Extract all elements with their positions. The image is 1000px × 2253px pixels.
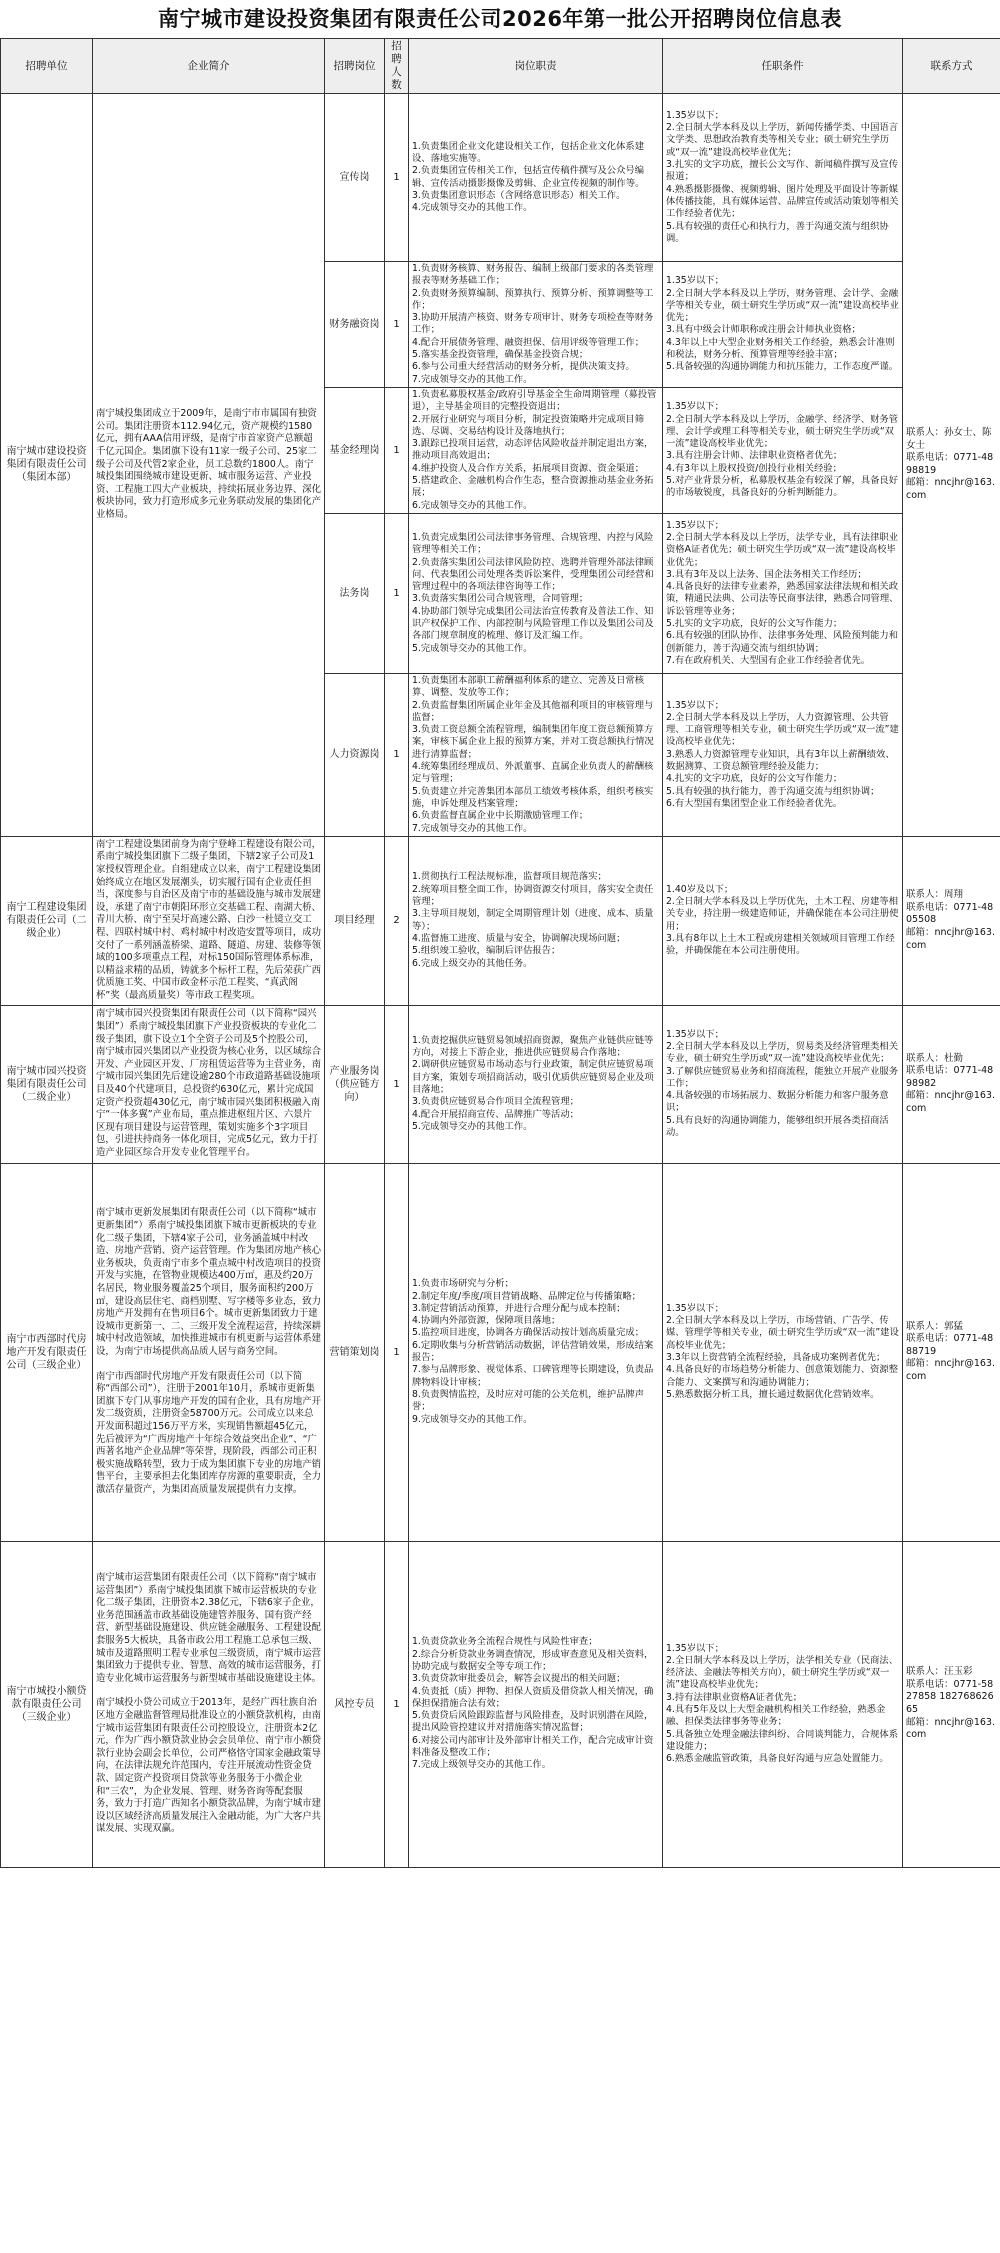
duty-item: 6.对接公司内部审计及外部审计相关工作，配合完成审计资料准备及整改工作； — [412, 1734, 654, 1759]
requirement-item: 1.35岁以下； — [666, 1642, 724, 1654]
contact-info — [903, 1541, 1000, 1867]
table-row — [1, 836, 1000, 1005]
duty-item: 2.制定年度/季度/项目营销战略、品牌定位与传播策略； — [412, 1290, 641, 1302]
duty-item: 3.制定营销活动预算，并进行合理分配与成本控制； — [412, 1302, 626, 1314]
position-count: 1 — [385, 94, 409, 262]
duty-item: 4.监督施工进度、质量与安全，协调解决现场问题； — [412, 932, 626, 944]
duty-item: 7.参与品牌形象、视觉体系、口碑管理等长期建设，负责品牌物料设计审核； — [412, 1364, 654, 1388]
requirement-item: 5.具有较强的责任心和执行力，善于沟通交流与组织协调。 — [666, 220, 889, 244]
duty-item: 5.完成领导交办的其他工作。 — [412, 1120, 533, 1132]
contact-email: 邮箱：nncjhr@163.com — [906, 1090, 995, 1114]
duty-item: 3.负责供应链贸易合作项目全流程管理； — [412, 1096, 579, 1108]
duty-item: 1.负责集团企业文化建设相关工作，包括企业文化体系建设、落地实施等。 — [412, 140, 644, 164]
duty-item: 4.维护投资人及合作方关系，拓展项目资源、资金渠道； — [412, 462, 644, 474]
table-row — [1, 1163, 1000, 1541]
table-row — [1, 94, 1000, 262]
position-duties — [409, 673, 663, 836]
header-duties: 岗位职责 — [409, 39, 663, 94]
requirement-item: 2.全日制大学本科及以上学历，法学专业，具有法律职业资格A证者优先；硕士研究生学历或“双一流”建设高校毕业优先； — [666, 531, 898, 568]
requirement-item: 5.具备独立处理金融法律纠纷、合同谈判能力，合规体系建设能力； — [666, 1728, 898, 1752]
requirement-item: 2.全日制大学本科及以上学历，人力资源管理、公共管理、工商管理等相关专业，硕士研究生学历或“双一流”建设高校毕业优先； — [666, 711, 899, 748]
contact-phone: 联系电话：0771-4888719 — [906, 1333, 994, 1357]
duty-item: 1.负责市场研究与分析； — [412, 1278, 514, 1290]
position-requirements — [663, 1541, 903, 1867]
contact-person: 联系人：周翔 — [906, 889, 964, 901]
contact-phone: 联系电话：0771-4805508 — [906, 901, 994, 926]
requirement-item: 1.35岁以下； — [666, 401, 724, 413]
requirement-item: 5.扎实的文字功底，良好的公文写作能力； — [666, 618, 843, 630]
requirement-item: 2.全日制大学本科及以上学历，法学相关专业（民商法、经济法、金融法等相关方向），硕士研究生学历或“双一流”建设高校毕业优先； — [666, 1654, 898, 1691]
contact-info — [903, 94, 1000, 837]
contact-person: 联系人：郭猛 — [906, 1320, 964, 1332]
contact-person: 联系人：孙女士、陈女士 — [906, 427, 992, 451]
duty-item: 7.完成上级领导交办的其他工作。 — [412, 1759, 552, 1771]
requirement-item: 3.具有8年以上土木工程或房建相关领域项目管理工作经验，并确保能在本公司注册使用。 — [666, 932, 895, 957]
duty-item: 5.搭建政企、金融机构合作生态，整合资源推动基金业务拓展； — [412, 475, 654, 499]
header-intro: 企业简介 — [93, 39, 325, 94]
position-requirements — [663, 513, 903, 673]
table-header-row — [1, 39, 1000, 94]
duty-item: 3.负责贷款审批委员会，解答会议提出的相关问题； — [412, 1673, 626, 1685]
employer-name: 南宁工程建设集团有限责任公司（二级企业） — [1, 836, 93, 1005]
employer-name: 南宁城市建设投资集团有限责任公司（集团本部） — [1, 94, 93, 837]
requirement-item: 6.有大型国有集团型企业工作经验者优先。 — [666, 797, 843, 809]
position-name: 产业服务岗（供应链方向） — [325, 1005, 385, 1163]
duty-item: 4.配合开展债务管理、融资担保、信用评级等管理工作； — [412, 336, 644, 348]
requirement-item: 3.了解供应链贸易业务和招商流程，能独立开展产业服务工作； — [666, 1065, 898, 1089]
requirement-item: 5.具有较强的执行能力，善于沟通交流与组织协调； — [666, 785, 880, 797]
employer-name: 南宁市西部时代房地产开发有限责任公司（三级企业） — [1, 1163, 93, 1541]
duty-item: 1.负责私募股权基金/政府引导基金全生命周期管理（募投管退），主导基金项目的完整投资退出； — [412, 388, 657, 413]
employer-name: 南宁城市园兴投资集团有限责任公司（二级企业） — [1, 1005, 93, 1163]
requirement-item: 6.具有较强的团队协作、法律事务处理、风险预判能力和创新能力，善于沟通交流与组织协调； — [666, 630, 898, 654]
requirement-item: 4.具备较强的市场拓展力、数据分析能力和客户服务意识； — [666, 1090, 889, 1114]
duty-item: 3.负责工资总额全流程管理，编制集团年度工资总额预算方案，审核下属企业上报的预算方案，并对工资总额执行情况进行清算监督； — [412, 724, 654, 760]
requirement-item: 2.全日制大学本科及以上学历，金融学、经济学、财务管理、会计学或理工科等相关专业，硕士研究生学历或“双一流”建设高校毕业优先； — [666, 413, 898, 450]
header-reqs: 任职条件 — [663, 39, 903, 94]
requirement-item: 7.有在政府机关、大型国有企业工作经验者优先。 — [666, 654, 871, 666]
requirement-item: 1.35岁以下； — [666, 1302, 724, 1314]
duty-item: 3.主导项目规划，制定全周期管理计划（进度、成本、质量等）； — [412, 908, 654, 932]
contact-email: 邮箱：nncjhr@163.com — [906, 1716, 995, 1741]
duty-item: 4.协助部门领导完成集团公司法治宣传教育及普法工作、知识产权保护工作、内部控制与风险管理工作以及集团公司及各部门规章制度的梳理、修订及汇编工作。 — [412, 605, 654, 642]
duty-item: 5.组织竣工验收，编制后评估报告； — [412, 945, 561, 957]
position-name: 法务岗 — [325, 513, 385, 673]
requirement-item: 3.持有法律职业资格A证者优先； — [666, 1691, 803, 1703]
position-requirements — [663, 673, 903, 836]
duty-item: 5.负责贷后风险跟踪监督与风险排查，及时识别潜在风险，提出风险管控建议并对措施落实情况监督； — [412, 1710, 654, 1734]
requirement-item: 5.熟悉数据分析工具，擅长通过数据优化营销效率。 — [666, 1388, 880, 1400]
duty-item: 1.负责完成集团公司法律事务管理、合规管理、内控与风险管理等相关工作； — [412, 531, 654, 556]
contact-phone: 联系电话：0771-4898982 — [906, 1065, 994, 1089]
position-name: 基金经理岗 — [325, 387, 385, 513]
position-duties — [409, 836, 663, 1005]
header-post: 招聘岗位 — [325, 39, 385, 94]
duty-item: 2.负责监督集团所属企业年金及其他福利项目的审核管理与监督； — [412, 699, 654, 723]
contact-info — [903, 1005, 1000, 1163]
requirement-item: 1.35岁以下； — [666, 699, 724, 711]
requirement-item: 4.熟悉摄影摄像、视频剪辑、图片处理及平面设计等新媒体传播技能，具有媒体运营、品牌宣传或活动策划等相关工作经验者优先； — [666, 183, 899, 220]
requirement-item: 5.对产业背景分析，私募股权基金有较深了解，具备良好的市场敏锐度，具备良好的分析判断能力。 — [666, 475, 898, 499]
duty-item: 3.负责集团意识形态（含网络意识形态）相关工作。 — [412, 189, 626, 201]
requirement-item: 3.扎实的文字功底，擅长公文写作、新闻稿件撰写及宣传报道； — [666, 159, 898, 183]
position-count: 1 — [385, 1163, 409, 1541]
requirement-item: 3.具有中级会计师职称或注册会计师执业资格； — [666, 324, 861, 336]
position-duties — [409, 387, 663, 513]
duty-item: 2.统筹项目整全面工作，协调资源交付项目，落实安全责任管理； — [412, 883, 654, 908]
position-requirements — [663, 262, 903, 388]
table-body — [1, 94, 1000, 1868]
duty-item: 4.配合开展招商宣传、品牌推广等活动； — [412, 1108, 579, 1120]
table-row — [1, 1005, 1000, 1163]
duty-item: 1.负责贷款业务全流程合规性与风险性审查； — [412, 1636, 598, 1648]
position-count: 1 — [385, 262, 409, 388]
duty-item: 1.负责集团本部职工薪酬福利体系的建立、完善及日常核算、调整、发放等工作； — [412, 674, 644, 699]
intro-paragraph: 南宁城市更新发展集团有限责任公司（以下简称“城市更新集团”）系南宁城投集团旗下城市更新板块的专业化二级子集团，下辖4家子公司，业务涵盖城中村改造、房地产营销、资产运营管理。作为集团房地产核心业务板块，负责南宁市多个重点城中村改造项目的投资开发与实施，在管物业规模达400万㎡，惠及约20万名居民，物业服务覆盖25个项目，服务面积约200万㎡，建设高层住宅、商档别墅、写字楼等多业态，致力房地产开发拥有在售项目6个。城市更新集团致力于建设城市更新第一、二、三级开发全流程运营，持续深耕城中村改造领域，加快推进城市有机更新与运营体系建设，为南宁市场提供高品质人居与商务空间。 — [96, 1207, 322, 1358]
position-duties — [409, 94, 663, 262]
duty-item: 2.调研供应链贸易市场动态与行业政策，制定供应链贸易项目方案，策划专项招商活动，吸引优质供应链贸易企业及项目落地； — [412, 1059, 654, 1096]
requirement-item: 3.熟悉人力资源管理专业知识，具有3年以上薪酬绩效、数据测算、工资总额管理经验及能力； — [666, 748, 895, 773]
position-requirements — [663, 387, 903, 513]
duty-item: 6.定期收集与分析营销活动数据，评估营销效果，形成结案报告； — [412, 1339, 654, 1364]
position-duties — [409, 262, 663, 388]
contact-person: 联系人：汪玉彩 — [906, 1666, 973, 1678]
duty-item: 5.完成领导交办的其他工作。 — [412, 642, 533, 654]
position-duties — [409, 1163, 663, 1541]
requirement-item: 3.3年以上资营销全流程经验，具备成功案例者优先； — [666, 1352, 886, 1364]
position-name: 财务融资岗 — [325, 262, 385, 388]
requirement-item: 2.全日制大学本科及以上学历，新闻传播学类、中国语言文学类、思想政治教育类等相关专业；硕士研究生学历或“双一流”建设高校毕业优先； — [666, 122, 898, 158]
employer-name: 南宁市城投小额贷款有限责任公司（三级企业） — [1, 1541, 93, 1867]
duty-item: 5.负责建立并完善集团本部员工绩效考核体系，组织考核实施，申诉处理及档案管理； — [412, 785, 654, 809]
intro-paragraph: 南宁城投集团成立于2009年，是南宁市市属国有独资公司。集团注册资本112.94亿元，资产规模约1580亿元，拥有AAA信用评级，是南宁市首家资产总额超千亿元国企。集团旗下设有11家一级子公司、25家二级子公司及代管2家企业，员工总数约1800人。南宁城投集团围绕城市建设更新、城市服务运营、产业投资、工程施工四大产业板块，持续拓展业务边界、深化板块协同，致力打造形成多元业务联动发展的集团化产业格局。 — [96, 408, 322, 520]
requirement-item: 5.具有良好的沟通协调能力，能够组织开展各类招商活动。 — [666, 1114, 889, 1139]
duty-item: 2.综合分析贷款业务调查情况，形成审查意见及相关资料，协助完成与数据安全等专项工作； — [412, 1648, 654, 1672]
requirement-item: 4.具备良好的法律专业素养，熟悉国家法律法规和相关政策，精通民法典、公司法等民商事法律，熟悉合同管理、诉讼管理等业务； — [666, 581, 899, 617]
duty-item: 1.负责挖掘供应链贸易领域招商资源，聚焦产业链供应链等方向，对接上下游企业，推进供应链贸易合作落地； — [412, 1034, 654, 1059]
company-intro — [93, 1163, 325, 1541]
duty-item: 1.贯彻执行工程法规标准，监督项目规范落实； — [412, 871, 607, 883]
position-name: 风控专员 — [325, 1541, 385, 1867]
position-requirements — [663, 1163, 903, 1541]
position-count: 1 — [385, 387, 409, 513]
duty-item: 9.完成领导交办的其他工作。 — [412, 1413, 533, 1425]
requirement-item: 3.具有注册会计师、法律职业资格者优先； — [666, 450, 843, 462]
position-count: 1 — [385, 513, 409, 673]
requirement-item: 2.全日制大学本科及以上学历，市场营销、广告学、传媒、管理学等相关专业，硕士研究生学历或“双一流”建设高校毕业优先； — [666, 1315, 899, 1351]
position-requirements — [663, 94, 903, 262]
position-name: 人力资源岗 — [325, 673, 385, 836]
duty-item: 3.协助开展清产核资、财务专项审计、财务专项检查等财务工作； — [412, 312, 654, 336]
requirement-item: 4.扎实的文字功底，良好的公文写作能力； — [666, 773, 843, 785]
duty-item: 6.完成领导交办的其他工作。 — [412, 499, 533, 511]
position-count: 1 — [385, 1005, 409, 1163]
position-duties — [409, 513, 663, 673]
requirement-item: 1.35岁以下； — [666, 275, 724, 287]
duty-item: 2.负责集团宣传相关工作，包括宣传稿件撰写及公众号编辑、宣传活动摄影摄像及剪辑、企业宣传视频的制作等。 — [412, 165, 645, 189]
intro-paragraph: 南宁城市园兴投资集团有限责任公司（以下简称“园兴集团”）系南宁城投集团旗下产业投资板块的专业化二级子集团，旗下设立1个全资子公司及5个控股公司，南宁城市园兴集团以产业投资为核心业务，以区域综合开发、产业园区开发、厂房租赁运营等为主营业务，南宁城市园兴集团先后建设逾280个市政道路基础设施项目及40个代建项目，总投资约630亿元，累计完成国定资产投资超430亿元，南宁城市园兴集团积极融入南宁“一体多翼”产业布局，重点推进枢纽片区、六景片区现有项目建设与运营管理，策划实施多个3字项目包，引进扶持商务一体化项目，完成5亿元，致力于打造产业园区综合开发专业化管理平台。 — [96, 1008, 322, 1158]
duty-item: 2.负责落实集团公司法律风险防控、选聘并管理外部法律顾问、代表集团公司处理各类诉讼案件，受理集团公司经营和管理过程中的各项法律咨询等工作； — [412, 556, 654, 593]
duty-item: 7.完成领导交办的其他工作。 — [412, 822, 533, 834]
requirement-item: 4.3年以上中大型企业财务相关工作经验，熟悉会计准则和税法，财务分析、预算管理等经验丰富； — [666, 336, 895, 361]
contact-info — [903, 836, 1000, 1005]
duty-item: 7.完成领导交办的其他工作。 — [412, 373, 533, 385]
contact-email: 邮箱：nncjhr@163.com — [906, 926, 995, 951]
position-requirements — [663, 836, 903, 1005]
page-title: 南宁城市建设投资集团有限责任公司2026年第一批公开招聘岗位信息表 — [158, 7, 842, 31]
duty-item: 4.完成领导交办的其他工作。 — [412, 202, 533, 214]
contact-person: 联系人：杜勤 — [906, 1052, 964, 1064]
duty-item: 8.负责舆情监控，及时应对可能的公关危机，维护品牌声誉； — [412, 1388, 644, 1413]
table-row — [1, 1541, 1000, 1867]
requirement-item: 1.40岁及以下； — [666, 883, 734, 895]
contact-email: 邮箱：nncjhr@163.com — [906, 477, 995, 502]
duty-item: 4.负责抵（质）押物、担保人资质及借贷款人相关情况，确保担保措施合法有效； — [412, 1685, 654, 1709]
position-count: 1 — [385, 1541, 409, 1867]
requirement-item: 1.35岁以下； — [666, 1028, 724, 1040]
contact-info — [903, 1163, 1000, 1541]
requirement-item: 2.全日制大学本科及以上学历，贸易类及经济管理类相关专业，硕士研究生学历或“双一流”建设高校毕业优先； — [666, 1040, 898, 1065]
requirement-item: 1.35岁以下； — [666, 109, 724, 121]
header-unit: 招聘单位 — [1, 39, 93, 94]
position-count: 1 — [385, 673, 409, 836]
header-count: 招聘人数 — [385, 39, 409, 94]
position-count: 2 — [385, 836, 409, 1005]
requirement-item: 2.全日制大学本科及以上学历，财务管理、会计学、金融学等相关专业，硕士研究生学历或“双一流”建设高校毕业优先； — [666, 287, 899, 324]
intro-paragraph: 南宁城投小贷公司成立于2013年，是经广西壮族自治区地方金融监督管理局批准设立的小额贷款机构，由南宁城市运营集团有限责任公司控股设立，注册资本2亿元，作为广西小额贷款业协会会员单位、南宁市小额贷款行业协会副会长单位，公司严格恪守国家金融政策导向，在法律法规允许范围内，专注开展流动性资金贷款、固定资产投资项目贷款等业务服务于小微企业和“三农”，为企业发展、管理、财务咨询等配套服务，致力于打造广西知名小额贷款品牌，为南宁城市建设以区域经济高质量发展注入金融动能，为广大客户共谋发展、实现双赢。 — [96, 1697, 322, 1835]
requirement-item: 5.具备较强的沟通协调能力和抗压能力，工作态度严谨。 — [666, 361, 898, 373]
intro-paragraph: 南宁市西部时代房地产开发有限责任公司（以下简称“西部公司”），注册于2001年10月，系城市更新集团旗下专门从事房地产开发的国有企业，具有房地产开发二级资质，注册资金58700万元。公司成立以来总开发面积超过156万平方米，实现销售额超45亿元，先后被评为“广西房地产十年综合效益突出企业”、“广西著名地产企业品牌”等荣誉，现阶段，西部公司正积极实施战略转型，致力于成为集团旗下专业的房地产销售平台，主要承担去化集团库存房源的重要职责，全力激活存量资产，为集团高质量发展提供有力支撑。 — [96, 1370, 322, 1495]
contact-email: 邮箱：nncjhr@163.com — [906, 1358, 995, 1382]
company-intro — [93, 94, 325, 837]
duty-item: 5.落实基金投资管理，确保基金投资合规； — [412, 349, 589, 361]
contact-phone: 联系电话：0771-4898819 — [906, 452, 994, 476]
duty-item: 3.跟踪已投项目运营，动态评估风险收益并制定退出方案，推动项目高效退出； — [412, 438, 654, 462]
contact-phone: 联系电话：0771-5827858 18276862665 — [906, 1678, 994, 1716]
duty-item: 3.负责落实集团公司合规管理，合同管理； — [412, 593, 589, 605]
requirement-item: 1.35岁以下； — [666, 519, 724, 531]
position-name: 项目经理 — [325, 836, 385, 1005]
duty-item: 4.协调内外部资源，保障项目落地； — [412, 1315, 561, 1327]
company-intro — [93, 1541, 325, 1867]
duty-item: 2.负责财务预算编制、预算执行、预算分析、预算调整等工作； — [412, 287, 654, 311]
company-intro — [93, 836, 325, 1005]
requirement-item: 4.具备良好的市场趋势分析能力、创意策划能力、资源整合能力、文案撰写和沟通协调能力； — [666, 1364, 898, 1388]
position-duties — [409, 1541, 663, 1867]
position-requirements — [663, 1005, 903, 1163]
header-contact: 联系方式 — [903, 39, 1000, 94]
requirement-item: 4.具有5年及以上大型金融机构相关工作经验，熟悉金融、担保类法律事务等业务； — [666, 1704, 886, 1728]
company-intro — [93, 1005, 325, 1163]
position-duties — [409, 1005, 663, 1163]
intro-paragraph: 南宁城市运营集团有限责任公司（以下简称“南宁城市运营集团”）系南宁城投集团旗下城市运营板块的专业化二级子集团，注册资本2.38亿元，下辖6家子企业，业务范围涵盖市政基础设施建管养服务、国有资产经营、新型基础设施建设、供应链金融服务、工程建设配套服务5大板块，具备市政公用工程施工总承包三级、城市及道路照明工程专业承包三级资质，南宁城市运营集团致力于提供专业、智慧、高效的城市运营服务，打造专业化城市运营服务与新型城市基础设施建设主体。 — [96, 1572, 322, 1684]
duty-item: 4.统筹集团经理成员、外派董事、直属企业负责人的薪酬核定与管理； — [412, 761, 654, 785]
position-name: 宣传岗 — [325, 94, 385, 262]
intro-paragraph: 南宁工程建设集团前身为南宁登峰工程建设有限公司，系南宁城投集团旗下二级子集团，下辖2家子公司及1家授权管理企业。自组建成立以来，南宁工程建设集团始终成立在地区发展潮头，切实履行国有企业责任担当，深度参与自治区及南宁市的基础设施与城市发展建设，承建了南宁市朝阳环形立交基础工程、南湖大桥、青川大桥、南宁至吴圩高速公路、白沙一杜镜立交工程、四联村城中村、鸡村城中村改造安置等项目，成功交付了一系列涵盖桥梁、道路、隧道、房建、装修等领域的100多项重点工程，对标150国际管理体系标准，以精益求精的品质，铸就多个标杆工程，先后荣获广西优质施工奖、中国市政金杯示范工程奖、“真武阁杯”奖（最高质量奖）等市政工程奖项。 — [96, 838, 322, 1001]
requirement-item: 4.有3年以上股权投资/创投行业相关经验； — [666, 462, 842, 474]
requirement-item: 6.熟悉金融监管政策，具备良好沟通与应急处置能力。 — [666, 1753, 889, 1765]
duty-item: 6.参与公司重大经营活动的财务分析，提供决策支持。 — [412, 361, 635, 373]
duty-item: 5.监控项目进度，协调各方确保活动按计划高质量完成； — [412, 1327, 644, 1339]
duty-item: 1.负责财务核算、财务报告、编制上级部门要求的各类管理报表等财务基础工作； — [412, 263, 654, 287]
duty-item: 6.完成上级交办的其他任务。 — [412, 957, 533, 969]
requirement-item: 3.具有3年及以上法务、国企法务相关工作经历； — [666, 568, 867, 580]
duty-item: 2.开展行业研究与项目分析，制定投资策略并完成项目筛选、尽调、交易结构设计及落地执行； — [412, 413, 644, 437]
requirement-item: 2.全日制大学本科及以上学历优先，土木工程、房建等相关专业，持注册一级建造师证，并确保能在本公司注册使用； — [666, 896, 899, 932]
recruitment-table — [0, 38, 1000, 1868]
duty-item: 6.负责监督直属企业中长期激励管理工作； — [412, 810, 589, 822]
position-name: 营销策划岗 — [325, 1163, 385, 1541]
